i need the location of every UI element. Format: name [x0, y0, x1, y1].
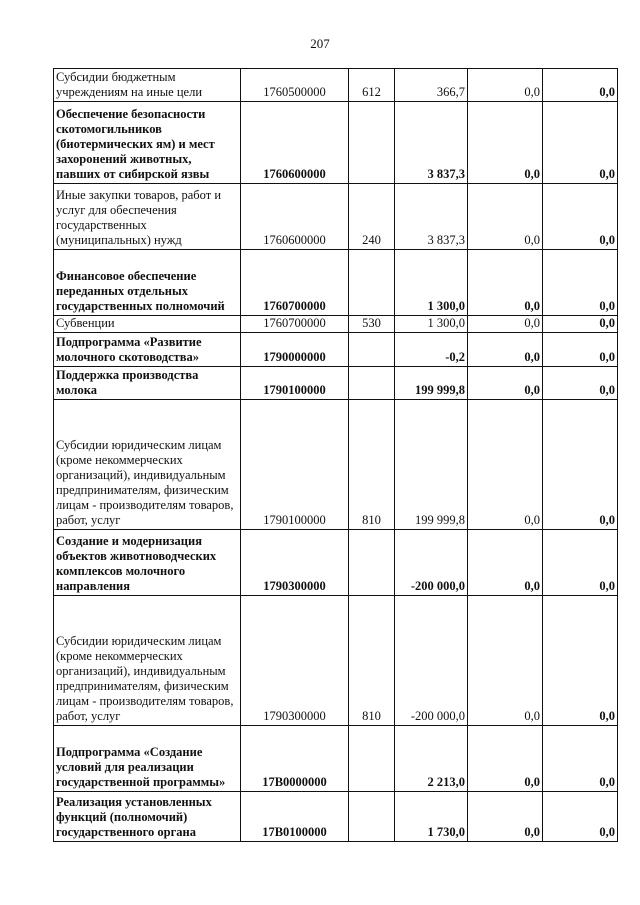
row-value-3: 0,0 — [543, 400, 618, 530]
row-value-2: 0,0 — [468, 69, 543, 102]
row-type: 240 — [349, 184, 395, 250]
row-code: 1790000000 — [241, 333, 349, 367]
row-value-2: 0,0 — [468, 250, 543, 316]
row-name: Субсидии юридическим лицам (кроме некоммерческих организаций), индивидуальным предпринимателям, физическим лицам - производителям товаров, работ, услуг — [54, 400, 241, 530]
budget-table — [53, 68, 618, 842]
row-value-3: 0,0 — [543, 333, 618, 367]
row-type: 810 — [349, 400, 395, 530]
row-name: Иные закупки товаров, работ и услуг для обеспечения государственных (муниципальных) нужд — [54, 184, 241, 250]
row-value-3: 0,0 — [543, 596, 618, 726]
row-type — [349, 367, 395, 400]
row-value-1: -200 000,0 — [395, 530, 468, 596]
table-row — [54, 792, 618, 842]
row-type — [349, 333, 395, 367]
row-name: Обеспечение безопасности скотомогильников (биотермических ям) и мест захоронений животных, павших от сибирской язвы — [54, 102, 241, 184]
table-row — [54, 250, 618, 316]
row-name: Реализация установленных функций (полномочий) государственного органа — [54, 792, 241, 842]
row-value-1: 1 300,0 — [395, 316, 468, 333]
row-value-2: 0,0 — [468, 367, 543, 400]
row-value-1: 3 837,3 — [395, 102, 468, 184]
row-value-2: 0,0 — [468, 316, 543, 333]
row-value-1: 1 730,0 — [395, 792, 468, 842]
table-row — [54, 530, 618, 596]
row-type — [349, 102, 395, 184]
row-type: 530 — [349, 316, 395, 333]
row-value-3: 0,0 — [543, 250, 618, 316]
row-code: 1760700000 — [241, 250, 349, 316]
row-value-3: 0,0 — [543, 367, 618, 400]
row-name: Субвенции — [54, 316, 241, 333]
row-name: Подпрограмма «Создание условий для реализации государственной программы» — [54, 726, 241, 792]
row-type — [349, 250, 395, 316]
row-value-2: 0,0 — [468, 596, 543, 726]
row-value-1: 199 999,8 — [395, 400, 468, 530]
row-code: 1790100000 — [241, 400, 349, 530]
table-row — [54, 333, 618, 367]
row-code: 1790300000 — [241, 596, 349, 726]
row-code: 1790100000 — [241, 367, 349, 400]
row-name: Создание и модернизация объектов животноводческих комплексов молочного направления — [54, 530, 241, 596]
row-value-1: 199 999,8 — [395, 367, 468, 400]
table-row — [54, 367, 618, 400]
table-row — [54, 316, 618, 333]
row-type — [349, 726, 395, 792]
table-row — [54, 400, 618, 530]
row-value-2: 0,0 — [468, 792, 543, 842]
row-value-3: 0,0 — [543, 184, 618, 250]
row-code: 1790300000 — [241, 530, 349, 596]
row-type: 810 — [349, 596, 395, 726]
row-value-1: 2 213,0 — [395, 726, 468, 792]
table-row — [54, 726, 618, 792]
row-name: Субсидии бюджетным учреждениям на иные цели — [54, 69, 241, 102]
row-type: 612 — [349, 69, 395, 102]
row-value-2: 0,0 — [468, 726, 543, 792]
row-name: Субсидии юридическим лицам (кроме некоммерческих организаций), индивидуальным предпринимателям, физическим лицам - производителям товаров, работ, услуг — [54, 596, 241, 726]
row-name: Финансовое обеспечение переданных отдельных государственных полномочий — [54, 250, 241, 316]
row-value-1: 1 300,0 — [395, 250, 468, 316]
table-row — [54, 69, 618, 102]
row-value-3: 0,0 — [543, 69, 618, 102]
row-value-3: 0,0 — [543, 102, 618, 184]
row-code: 1760600000 — [241, 102, 349, 184]
row-type — [349, 530, 395, 596]
page-number: 207 — [310, 36, 330, 51]
row-value-1: 3 837,3 — [395, 184, 468, 250]
table-row — [54, 102, 618, 184]
row-value-2: 0,0 — [468, 400, 543, 530]
table-row — [54, 596, 618, 726]
row-value-1: -0,2 — [395, 333, 468, 367]
row-code: 17B0100000 — [241, 792, 349, 842]
row-code: 1760500000 — [241, 69, 349, 102]
table-row — [54, 184, 618, 250]
row-value-2: 0,0 — [468, 102, 543, 184]
row-value-3: 0,0 — [543, 316, 618, 333]
row-value-2: 0,0 — [468, 530, 543, 596]
row-value-2: 0,0 — [468, 184, 543, 250]
row-code: 17B0000000 — [241, 726, 349, 792]
row-code: 1760600000 — [241, 184, 349, 250]
row-value-3: 0,0 — [543, 530, 618, 596]
row-value-1: -200 000,0 — [395, 596, 468, 726]
row-value-3: 0,0 — [543, 726, 618, 792]
row-name: Подпрограмма «Развитие молочного скотоводства» — [54, 333, 241, 367]
row-value-2: 0,0 — [468, 333, 543, 367]
row-type — [349, 792, 395, 842]
row-code: 1760700000 — [241, 316, 349, 333]
row-value-1: 366,7 — [395, 69, 468, 102]
row-name: Поддержка производства молока — [54, 367, 241, 400]
row-value-3: 0,0 — [543, 792, 618, 842]
